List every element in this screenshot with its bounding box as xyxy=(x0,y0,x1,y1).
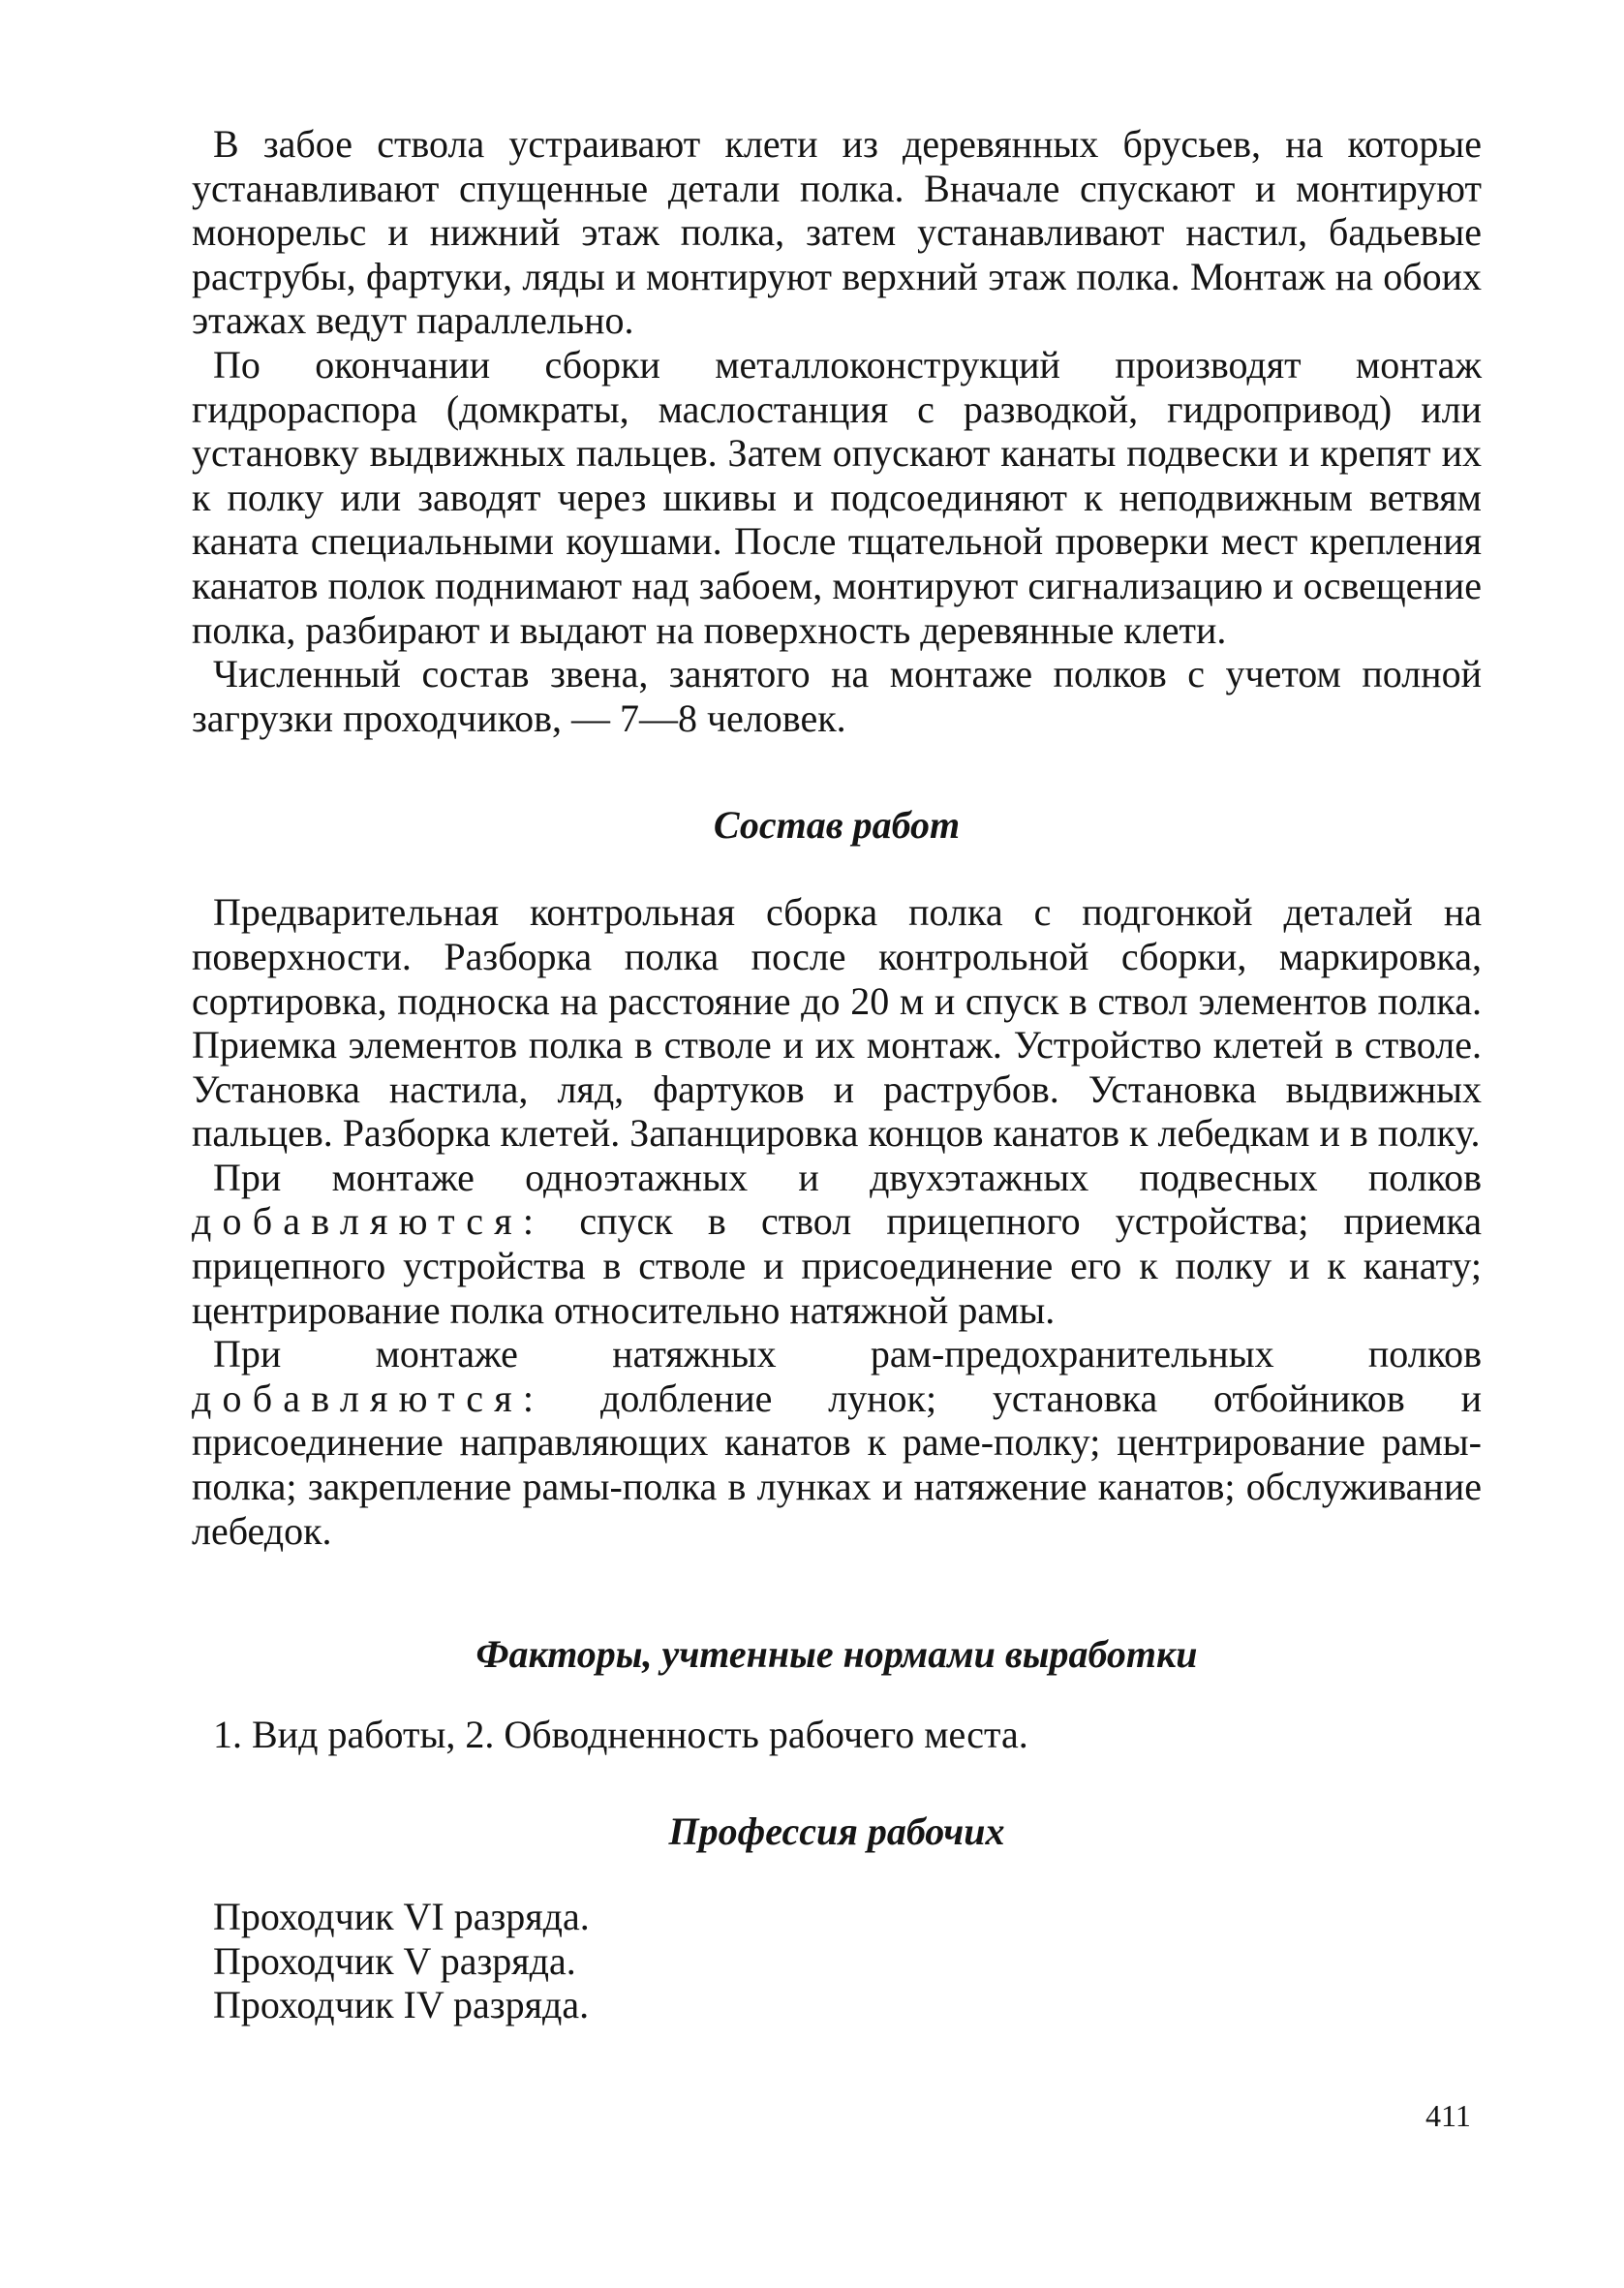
page-content xyxy=(192,122,1482,2027)
factors-list: 1. Вид работы, 2. Обводненность рабочего места. xyxy=(213,1713,1028,1757)
profession-item: Проходчик IV разряда. xyxy=(213,1983,590,2027)
sostav-paragraph-2 xyxy=(192,1156,1482,1332)
dobavlyayutsya-spaced: добавляются: xyxy=(192,1376,545,1420)
sostav-p3-lead: При монтаже натяжных рам-предохранительных полков xyxy=(213,1332,1482,1376)
sostav-paragraph-3 xyxy=(192,1332,1482,1553)
professions-list xyxy=(192,1895,1482,2027)
dobavlyayutsya-spaced: добавляются: xyxy=(192,1199,545,1244)
section-title-professiya: Профессия рабочих xyxy=(668,1809,1005,1854)
section-title-faktory: Факторы, учтенные нормами выработки xyxy=(475,1632,1198,1677)
sostav-p2-lead: При монтаже одноэтажных и двухэтажных подвесных полков xyxy=(213,1155,1482,1199)
sostav-p2-rest: спуск в ствол прицепного устройства; приемка прицепного устройства в стволе и присоединение его к полку и к канату; центрирование полка относительно натяжной рамы. xyxy=(192,1199,1483,1332)
sostav-paragraph-1: Предварительная контрольная сборка полка с подгонкой деталей на поверхности. Разборка полка после контрольной сборки, маркировка, сортировка, подноска на расстояние до 20 м и спуск в ствол элементов полка. Приемка элементов полка в стволе и их монтаж. Устройство клетей в стволе. Установка настила, ляд, фартуков и раструбов. Установка выдвижных пальцев. Разборка клетей. Запанцировка концов канатов к лебедкам и в полку. xyxy=(192,890,1482,1156)
intro-paragraph-3: Численный состав звена, занятого на монтаже полков с учетом полной загрузки проходчиков, — 7—8 человек. xyxy=(192,652,1482,740)
profession-item: Проходчик V разряда. xyxy=(213,1938,576,1983)
intro-paragraph-2: По окончании сборки металлоконструкций производят монтаж гидрораспора (домкраты, маслостанция с разводкой, гидропривод) или установку выдвижных пальцев. Затем опускают канаты подвески и крепят их к полку или заводят через шкивы и подсоединяют к неподвижным ветвям каната специальными коушами. После тщательной проверки мест крепления канатов полок поднимают над забоем, монтируют сигнализацию и освещение полка, разбирают и выдают на поверхность деревянные клети. xyxy=(192,342,1482,652)
sostav-p3-rest: долбление лунок; установка отбойников и присоединение направляющих канатов к раме-полку; центрирование рамы-полка; закрепление рамы-полка в лунках и натяжение канатов; обслуживание лебедок. xyxy=(192,1376,1483,1553)
page-number: 411 xyxy=(1425,2098,1471,2133)
profession-item: Проходчик VI разряда. xyxy=(213,1895,590,1939)
intro-paragraph-1: В забое ствола устраивают клети из деревянных брусьев, на которые устанавливают спущенные детали полка. Вначале спускают и монтируют монорельс и нижний этаж полка, затем устанавливают настил, бадьевые раструбы, фартуки, ляды и монтируют верхний этаж полка. Монтаж на обоих этажах ведут параллельно. xyxy=(192,122,1482,343)
section-title-sostav-rabot: Состав работ xyxy=(713,803,961,848)
